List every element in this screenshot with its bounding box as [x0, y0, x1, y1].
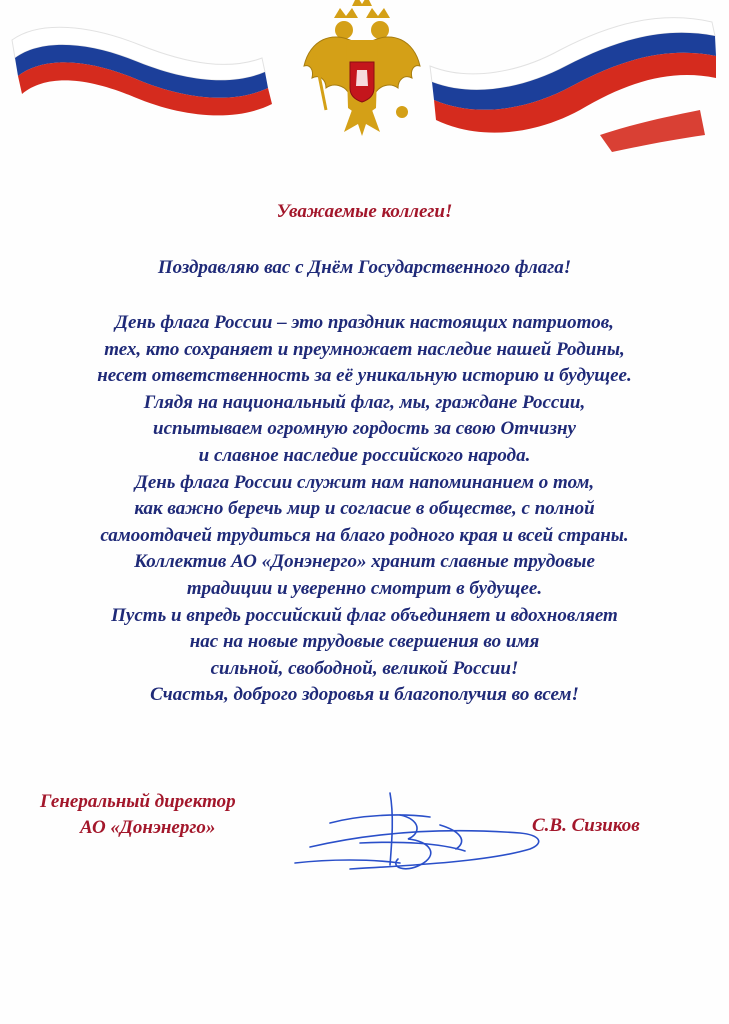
signatory-company: АО «Донэнерго»	[80, 817, 216, 838]
header-decoration	[0, 0, 729, 170]
body-line: Счастья, доброго здоровья и благополучия во всем!	[150, 684, 579, 706]
body-line: Глядя на национальный флаг, мы, граждане России,	[143, 391, 586, 413]
coat-of-arms-emblem	[304, 0, 420, 136]
body-line: нас на новые трудовые свершения во имя	[189, 631, 540, 653]
signatory-name: С.В. Сизиков	[532, 815, 640, 836]
signatory-position: Генеральный директор	[40, 791, 236, 812]
greeting: Уважаемые коллеги!	[276, 201, 453, 222]
body-line: сильной, свободной, великой России!	[210, 657, 519, 679]
body-line: Пусть и впредь российский флаг объединяет и вдохновляет	[111, 604, 618, 626]
congratulation-heading: Поздравляю вас с Днём Государственного флага!	[157, 257, 572, 278]
body-line: День флага России – это праздник настоящих патриотов,	[115, 312, 614, 333]
tricolor-ribbon-left	[12, 27, 272, 115]
body-line: и славное наследие российского народа.	[198, 444, 531, 466]
handwritten-signature-icon	[290, 785, 560, 895]
body-line: несет ответственность за её уникальную историю и будущее.	[97, 365, 632, 387]
signatory-title	[40, 789, 236, 841]
body-line: самоотдачей трудиться на благо родного края и всей страны.	[100, 524, 629, 546]
tricolor-ribbon-right	[430, 18, 716, 152]
body-line: тех, кто сохраняет и преумножает наследие нашей Родины,	[104, 338, 625, 360]
body-line: традиции и уверенно смотрит в будущее.	[186, 577, 543, 599]
body-line: как важно беречь мир и согласие в обществе, с полной	[134, 498, 595, 520]
letter-body	[20, 310, 709, 709]
body-line: испытываем огромную гордость за свою Отчизну	[153, 418, 576, 440]
body-line: День флага России служит нам напоминанием о том,	[134, 471, 595, 493]
body-line: Коллектив АО «Донэнерго» хранит славные трудовые	[134, 551, 595, 573]
